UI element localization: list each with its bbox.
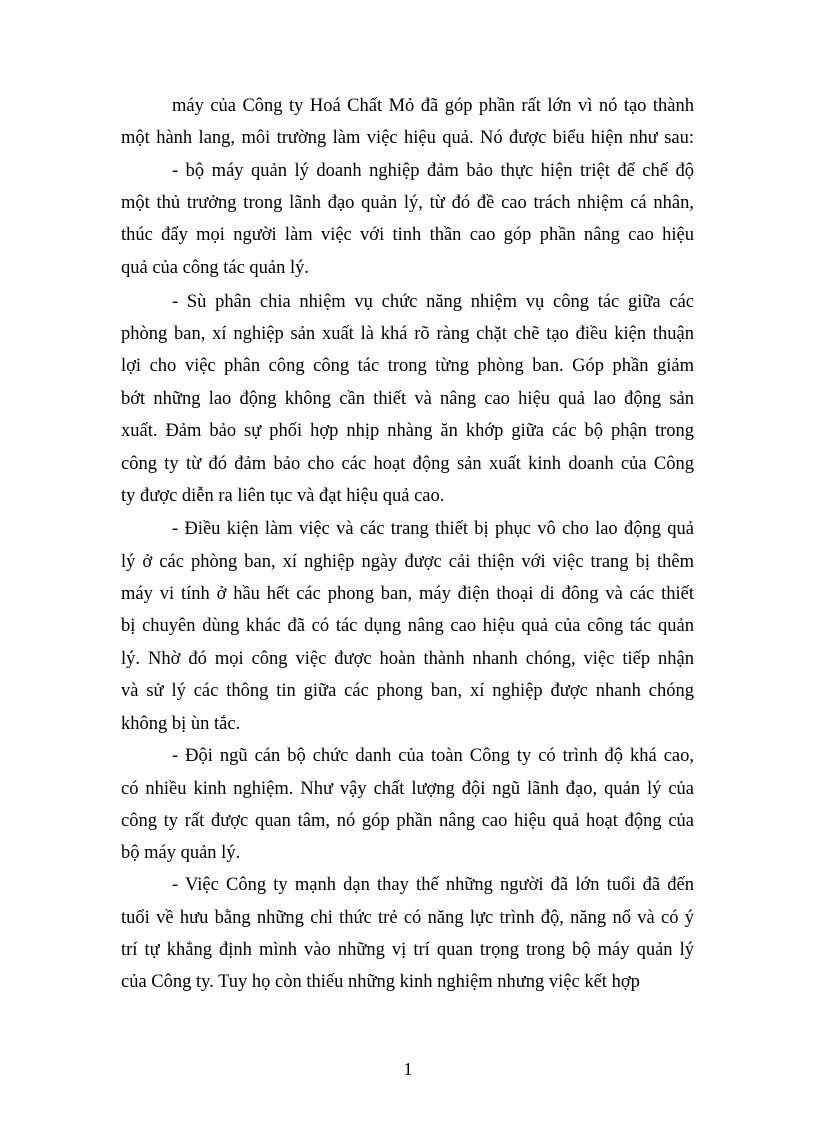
text-line-17: bị chuyên dùng khác đã có tác dụng nâng cao hiệu quả của công tác quản — [121, 616, 694, 636]
text-line-12: công ty từ đó đảm bảo cho các hoạt động sản xuất kinh doanh của Công — [121, 454, 694, 474]
text-line-9: lợi cho việc phân công công tác trong từng phòng ban. Góp phần giảm — [121, 356, 694, 376]
page-number: 1 — [403, 1059, 413, 1079]
text-line-18: lý. Nhờ đó mọi công việc được hoàn thành nhanh chóng, việc tiếp nhận — [121, 649, 694, 669]
text-line-4: một thủ trưởng trong lãnh đạo quản lý, từ đó đề cao trách nhiệm cá nhân, — [121, 193, 694, 213]
text-line-24: bộ máy quản lý. — [121, 843, 241, 863]
text-line-2: một hành lang, môi trường làm việc hiệu quả. Nó được biểu hiện như sau: — [121, 128, 694, 148]
text-line-6: quả của công tác quản lý. — [121, 258, 310, 278]
text-line-21: - Đội ngũ cán bộ chức danh của toàn Công ty có trình độ khá cao, — [172, 746, 694, 766]
text-line-16: máy vi tính ở hầu hết các phong ban, máy điện thoại di đông và các thiết — [121, 584, 694, 604]
text-line-26: tuổi về hưu bằng những chi thức trẻ có năng lực trình độ, năng nổ và có ý — [121, 908, 694, 928]
text-line-23: công ty rất được quan tâm, nó góp phần nâng cao hiệu quả hoạt động của — [121, 811, 694, 831]
text-line-11: xuất. Đảm bảo sự phối hợp nhịp nhàng ăn khớp giữa các bộ phận trong — [121, 421, 694, 441]
text-line-13: ty được diễn ra liên tục và đạt hiệu quả cao. — [121, 486, 445, 506]
text-line-15: lý ở các phòng ban, xí nghiệp ngày được cải thiện với việc trang bị thêm — [121, 552, 694, 572]
text-line-19: và sử lý các thông tin giữa các phong ban, xí nghiệp được nhanh chóng — [121, 681, 694, 701]
text-line-1: máy của Công ty Hoá Chất Mỏ đã góp phần rất lớn vì nó tạo thành — [172, 96, 694, 116]
text-line-8: phòng ban, xí nghiệp sản xuất là khá rõ ràng chặt chẽ tạo điều kiện thuận — [121, 324, 694, 344]
text-line-20: không bị ùn tắc. — [121, 714, 241, 734]
text-line-5: thúc đẩy mọi người làm việc với tinh thần cao góp phần nâng cao hiệu — [121, 225, 694, 245]
text-line-28: của Công ty. Tuy họ còn thiếu những kinh nghiệm nhưng việc kết hợp — [121, 972, 640, 992]
text-line-10: bớt những lao động không cần thiết và nâng cao hiệu quả lao động sản — [121, 389, 694, 409]
text-line-3: - bộ máy quản lý doanh nghiệp đảm bảo thực hiện triệt để chế độ — [172, 161, 694, 181]
text-line-14: - Điều kiện làm việc và các trang thiết bị phục vô cho lao động quả — [172, 519, 694, 539]
text-line-7: - Sù phân chia nhiệm vụ chức năng nhiệm vụ công tác giữa các — [172, 292, 694, 312]
text-line-27: trí tự khẳng định mình vào những vị trí quan trọng trong bộ máy quản lý — [121, 940, 694, 960]
text-line-25: - Việc Công ty mạnh dạn thay thế những người đã lớn tuổi đã đến — [172, 875, 694, 895]
text-line-22: có nhiều kinh nghiệm. Như vậy chất lượng đội ngũ lãnh đạo, quản lý của — [121, 779, 694, 799]
